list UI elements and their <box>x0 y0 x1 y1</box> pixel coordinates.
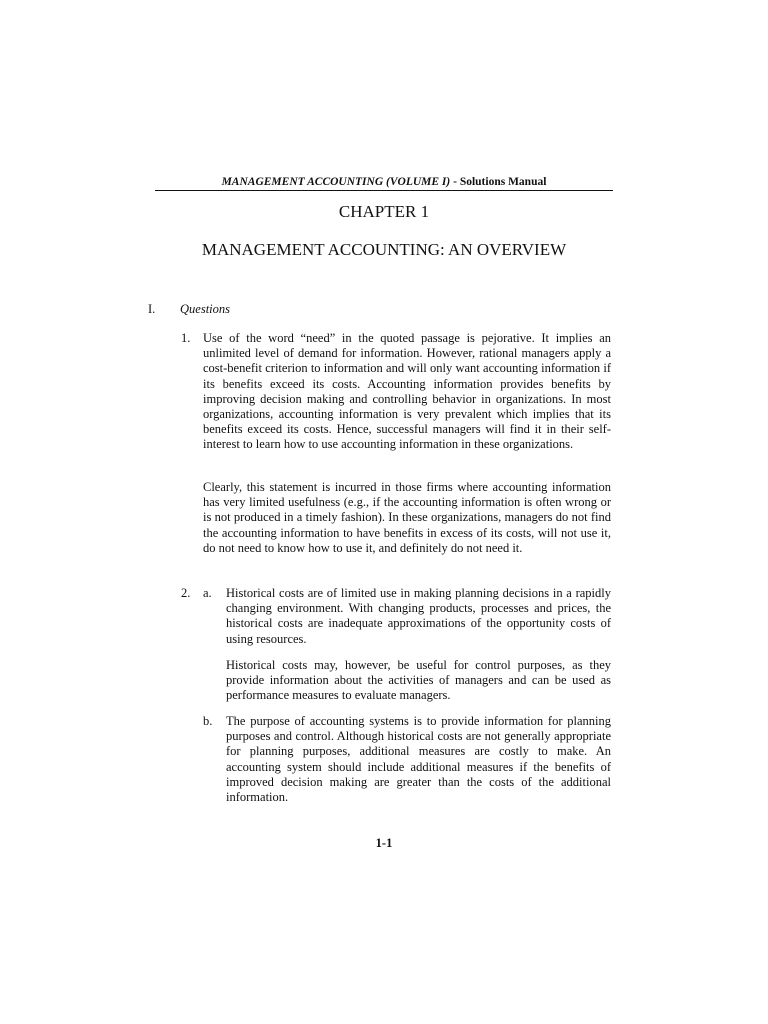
question-paragraph: Use of the word “need” in the quoted passage is pejorative. It implies an unlimited level of demand for information. However, rational managers apply a cost-benefit criterion to information and will only want accounting information if its benefits exceed its costs. Accounting information provides benefits by improving decision making and controlling behavior in organizations. In most organizations, accounting information is very prevalent which implies that its benefits exceed its costs. Hence, successful managers will find it in their self-interest to learn how to use accounting information in these organizations. <box>203 331 611 452</box>
section-heading <box>148 301 230 317</box>
running-header <box>155 175 613 191</box>
question-number: 1. <box>181 331 191 345</box>
question-number: 2. <box>181 586 191 600</box>
section-numeral: I. <box>148 302 156 316</box>
running-header-title: MANAGEMENT ACCOUNTING (VOLUME I) <box>221 176 451 188</box>
question-paragraph: Clearly, this statement is incurred in those firms where accounting information has very limited usefulness (e.g., if the accounting information is often wrong or is not produced in a timely fashion). In these organizations, managers do not find the accounting information to have benefits in excess of its costs, will not use it, do not need to know how to use it, and definitely do not need it. <box>203 480 611 555</box>
part-letter: a. <box>203 586 212 600</box>
part-paragraph: The purpose of accounting systems is to provide information for planning purposes and control. Although historical costs are not generally appropriate for planning purposes, additional measures are costly to make. An accounting system should include additional measures if the benefits of improved decision making are greater than the costs of the additional information. <box>226 714 611 805</box>
chapter-number: CHAPTER 1 <box>338 202 430 221</box>
running-header-suffix: - Solutions Manual <box>450 176 547 188</box>
part-letter: b. <box>203 714 213 728</box>
part-paragraph: Historical costs may, however, be useful for control purposes, as they provide information about the activities of managers and can be used as performance measures to evaluate managers. <box>226 658 611 703</box>
section-label: Questions <box>180 302 230 316</box>
page-number: 1-1 <box>375 836 393 850</box>
chapter-title: MANAGEMENT ACCOUNTING: AN OVERVIEW <box>201 240 567 259</box>
part-paragraph: Historical costs are of limited use in making planning decisions in a rapidly changing environment. With changing products, processes and prices, the historical costs are inadequate approximations of the opportunity costs of using resources. <box>226 586 611 646</box>
